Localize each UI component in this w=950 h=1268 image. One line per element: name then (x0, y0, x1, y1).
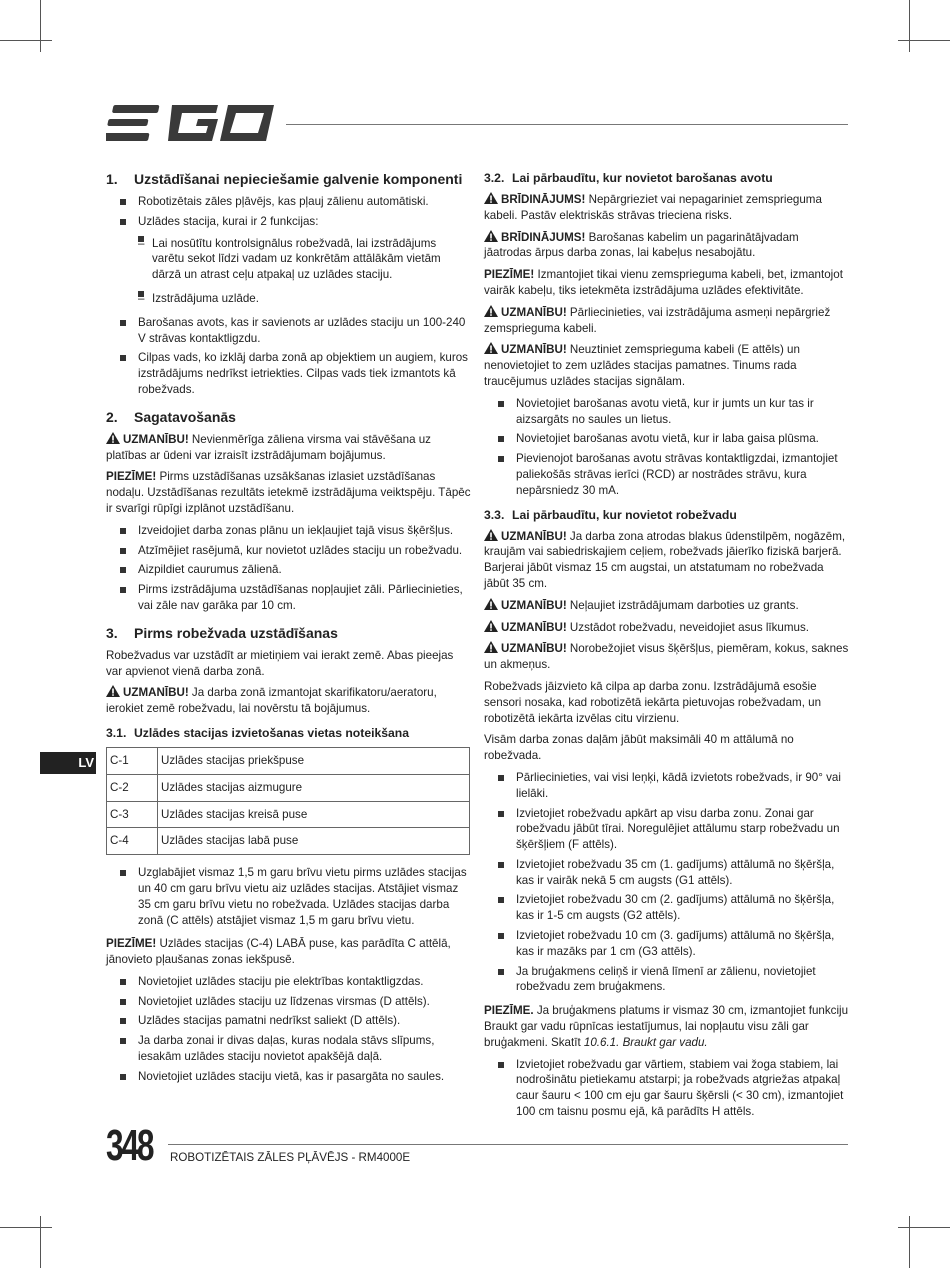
footer-rule (168, 1144, 848, 1145)
list-item: Ja bruģakmens celiņš ir vienā līmenī ar zālienu, novietojiet robežvadu zem bruģakmens. (484, 964, 849, 996)
table-cell: C-2 (107, 774, 158, 801)
bullet-list (106, 974, 471, 1085)
table-row (107, 774, 470, 801)
list-item: Atzīmējiet rasējumā, kur novietot uzlādes staciju un robežvadu. (106, 543, 471, 559)
warning-icon (484, 620, 498, 632)
subsection-heading: 3.1. Uzlādes stacijas izvietošanas vietas noteikšana (106, 725, 410, 740)
note-paragraph: PIEZĪME! Uzlādes stacijas (C-4) LABĀ puse, kas parādīta C attēlā, jānovieto pļaušanas zonas iekšpusē. (106, 937, 451, 967)
list-item: – Lai nosūtītu kontrolsignālus robežvadā, lai izstrādājums varētu sekot līdzi vadam uz konkrētām attālākām vietām dārzā un atrast ceļu atpakaļ uz uzlādes staciju. (106, 236, 471, 283)
warning-icon (106, 685, 120, 697)
table-cell: C-3 (107, 801, 158, 828)
list-item: Izvietojiet robežvadu gar vārtiem, stabiem vai žoga stabiem, lai nodrošinātu pietiekamu atstarpi; ja robežvads atgriežas atpakaļ caur šauru < 100 cm eju gar šauru šķērsli (< 30 cm), izmantojiet 100 cm taisnu posmu ejā, kā parādīts H attēls. (484, 1057, 849, 1120)
paragraph: Visām darba zonas daļām jābūt maksimāli 40 m attālumā no robežvada. (484, 733, 794, 763)
warning-icon (484, 230, 498, 242)
table-cell: C-4 (107, 828, 158, 855)
cross-reference: 10.6.1. Braukt gar vadu. (583, 1035, 708, 1049)
table-cell: Uzlādes stacijas aizmugure (158, 774, 470, 801)
table-row (107, 747, 470, 774)
list-item: Izvietojiet robežvadu 30 cm (2. gadījums) attālumā no šķēršļa, kas ir 1-5 cm augsts (G2 attēls). (484, 892, 849, 924)
warning-icon (484, 342, 498, 354)
table-cell: C-1 (107, 747, 158, 774)
bullet-list (484, 396, 849, 499)
crop-mark (40, 1216, 41, 1268)
list-item: Ja darba zonai ir divas daļas, kuras nodala stāvs slīpums, iesakām uzlādes staciju novietot apakšējā daļā. (106, 1033, 471, 1065)
table-row (107, 801, 470, 828)
subsection-heading: 3.2. Lai pārbaudītu, kur novietot barošanas avotu (484, 171, 773, 185)
warning-paragraph: BRĪDINĀJUMS! Barošanas kabelim un pagarinātājvadam jāatrodas ārpus darba zonas, lai kabeļus nesabojātu. (484, 230, 799, 260)
crop-mark (909, 1216, 910, 1268)
warning-paragraph: UZMANĪBU! Ja darba zona atrodas blakus ūdenstilpēm, nogāzēm, kraujām vai sabiedriskajiem ceļiem, robežvads jāierīko fiziskā barjerā. Barjerai jābūt vismaz 15 cm augstai, un atstatumam no robežvada jābūt 35 cm. (484, 529, 846, 590)
table-cell: Uzlādes stacijas kreisā puse (158, 801, 470, 828)
left-column (106, 170, 471, 1093)
warning-icon (484, 641, 498, 653)
note-paragraph: PIEZĪME! Pirms uzstādīšanas uzsākšanas izlasiet uzstādīšanas nodaļu. Uzstādīšanas rezultāts ietekmē izstrādājuma veiktspēju. Tāpēc ir svarīgi rūpīgi izplānot uzstādīšanu. (106, 470, 471, 515)
page-number: 348 (106, 1121, 153, 1170)
crop-mark (898, 1227, 950, 1228)
crop-mark (909, 0, 910, 52)
list-item: Barošanas avots, kas ir savienots ar uzlādes staciju un 100-240 V strāvas kontaktligzdu. (106, 315, 471, 347)
list-item: Izvietojiet robežvadu 10 cm (3. gadījums) attālumā no šķēršļa, kas ir mazāks par 1 cm (G3 attēls). (484, 928, 849, 960)
list-item: Izvietojiet robežvadu apkārt ap visu darba zonu. Zonai gar robežvadu jābūt tīrai. Noregulējiet attālumu starp robežvadu un šķēršļiem (F attēls). (484, 806, 849, 853)
list-item: Novietojiet barošanas avotu vietā, kur ir laba gaisa plūsma. (484, 431, 849, 447)
warning-paragraph: UZMANĪBU! Ja darba zonā izmantojat skarifikatoru/aeratoru, ierokiet zemē robežvadu, lai novērstu tā bojājumus. (106, 686, 437, 716)
section-heading: 1. Uzstādīšanai nepieciešamie galvenie komponenti (106, 171, 463, 187)
crop-mark (0, 40, 52, 41)
warning-paragraph: UZMANĪBU! Norobežojiet visus šķēršļus, piemēram, kokus, saknes un akmeņus. (484, 642, 849, 672)
note-paragraph: PIEZĪME! Izmantojiet tikai vienu zemsprieguma kabeli, bet, izmantojot vairāk kabeļu, tiks ietekmēta izstrādājuma uzlādes efektivitāte. (484, 268, 843, 297)
list-item: – Izstrādājuma uzlāde. (106, 291, 471, 307)
crop-mark (898, 40, 950, 41)
bullet-list (484, 770, 849, 995)
warning-paragraph: UZMANĪBU! Nevienmērīga zāliena virsma vai stāvēšana uz platības ar ūdeni var izraisīt izstrādājumam bojājumus. (106, 432, 431, 462)
section-heading: 3. Pirms robežvada uzstādīšanas (106, 624, 338, 641)
list-item: Pārliecinieties, vai visi leņķi, kādā izvietots robežvads, ir 90° vai lielāki. (484, 770, 849, 802)
list-item: Izvietojiet robežvadu 35 cm (1. gadījums) attālumā no šķēršļa, kas ir vairāk nekā 5 cm augsts (G1 attēls). (484, 857, 849, 889)
footer-title: ROBOTIZĒTAIS ZĀLES PĻĀVĒJS - RM4000E (170, 1151, 411, 1164)
bullet-list (106, 194, 471, 398)
warning-paragraph: UZMANĪBU! Neļaujiet izstrādājumam darboties uz grants. (484, 598, 849, 614)
bullet-list (484, 1057, 849, 1120)
warning-paragraph: BRĪDINĀJUMS! Nepārgrieziet vai nepagariniet zemsprieguma kabeli. Pastāv elektriskās strāvas trieciena risks. (484, 193, 822, 222)
table-cell: Uzlādes stacijas labā puse (158, 828, 470, 855)
list-item: Uzlādes stacijas pamatni nedrīkst saliekt (D attēls). (106, 1013, 471, 1029)
list-item: Uzlādes stacija, kurai ir 2 funkcijas: – Lai nosūtītu kontrolsignālus robežvadā, lai izstrādājums varētu sekot līdzi vadam uz konkrētām attālākām vietām dārzā un atrast ceļu atpakaļ uz uzlādes staciju. – Izstrādājuma uzlāde. (106, 214, 471, 307)
list-item: Pirms izstrādājuma uzstādīšanas nopļaujiet zāli. Pārliecinieties, vai zāle nav garāka par 10 cm. (106, 582, 471, 614)
list-item: Novietojiet uzlādes staciju vietā, kas ir pasargāta no saules. (106, 1069, 471, 1085)
paragraph: Robežvadus var uzstādīt ar mietiņiem vai ierakt zemē. Abas pieejas var apvienot vienā darba zonā. (106, 648, 454, 678)
list-item: Novietojiet uzlādes staciju uz līdzenas virsmas (D attēls). (106, 994, 471, 1010)
right-column (484, 170, 849, 1128)
list-item: Cilpas vads, ko izklāj darba zonā ap objektiem un augiem, kuros izstrādājums nedrīkst ietriekties. Cilpas vads tiek izmantots kā robežvads. (106, 350, 471, 397)
list-item: Novietojiet barošanas avotu vietā, kur ir jumts un kur tas ir aizsargāts no saules un lietus. (484, 396, 849, 428)
bullet-list (106, 865, 471, 928)
warning-paragraph: UZMANĪBU! Pārliecinieties, vai izstrādājuma asmeņi nepārgriež zemsprieguma kabeli. (484, 305, 831, 335)
crop-mark (0, 1227, 52, 1228)
list-item: Novietojiet uzlādes staciju pie elektrības kontaktligzdas. (106, 974, 471, 990)
header-rule (286, 124, 848, 125)
component-table (106, 747, 470, 855)
note-paragraph: PIEZĪME. Ja bruģakmens platums ir vismaz 30 cm, izmantojiet funkciju Braukt gar vadu rūpnīcas iestatījumus, lai nopļautu visu zāli gar bruģakmeni. Skatīt 10.6.1. Braukt gar vadu. (484, 1004, 849, 1049)
ego-logo (106, 103, 276, 143)
warning-paragraph: UZMANĪBU! Uzstādot robežvadu, neveidojiet asus līkumus. (484, 620, 849, 636)
subsection-heading: 3.3. Lai pārbaudītu, kur novietot robežvadu (484, 507, 737, 522)
warning-icon (484, 598, 498, 610)
crop-mark (40, 0, 41, 52)
list-item: Robotizētais zāles pļāvējs, kas pļauj zālienu automātiski. (106, 194, 471, 210)
warning-icon (106, 432, 120, 444)
list-item: Uzglabājiet vismaz 1,5 m garu brīvu vietu pirms uzlādes stacijas un 40 cm garu brīvu vietu aiz uzlādes stacijas. Atstājiet vismaz 35 cm garu brīvu vietu no robežvada. Uzlādes stacijas darba zonā (C attēls) atstājiet vismaz 1,5 m garu brīvu vietu. (106, 865, 471, 928)
paragraph: Robežvads jāizvieto kā cilpa ap darba zonu. Izstrādājumā esošie sensori nosaka, kad robotizētā iekārta pietuvojas robežvadam, un robotizētā iekārta izvēlas citu virzienu. (484, 679, 822, 725)
table-row (107, 828, 470, 855)
warning-paragraph: UZMANĪBU! Neuztiniet zemsprieguma kabeli (E attēls) un nenovietojiet to zem uzlādes stacijas pamatnes. Tinums rada traucējumus uzlādes stacijas signālam. (484, 343, 800, 388)
table-cell: Uzlādes stacijas priekšpuse (158, 747, 470, 774)
list-item: Izveidojiet darba zonas plānu un iekļaujiet tajā visus šķēršļus. (106, 523, 471, 539)
section-heading: 2. Sagatavošanās (106, 408, 236, 425)
list-item: Pievienojot barošanas avotu strāvas kontaktligzdai, izmantojiet paliekošās strāvas ierīci (RCD) ar nostrādes strāvu, kura nepārsniedz 30 mA. (484, 451, 849, 498)
dash-list (106, 236, 471, 307)
list-item: Aizpildiet caurumus zālienā. (106, 562, 471, 578)
language-tab: LV (40, 752, 96, 774)
warning-icon (484, 529, 498, 541)
bullet-list (106, 523, 471, 614)
warning-icon (484, 192, 498, 204)
warning-icon (484, 305, 498, 317)
